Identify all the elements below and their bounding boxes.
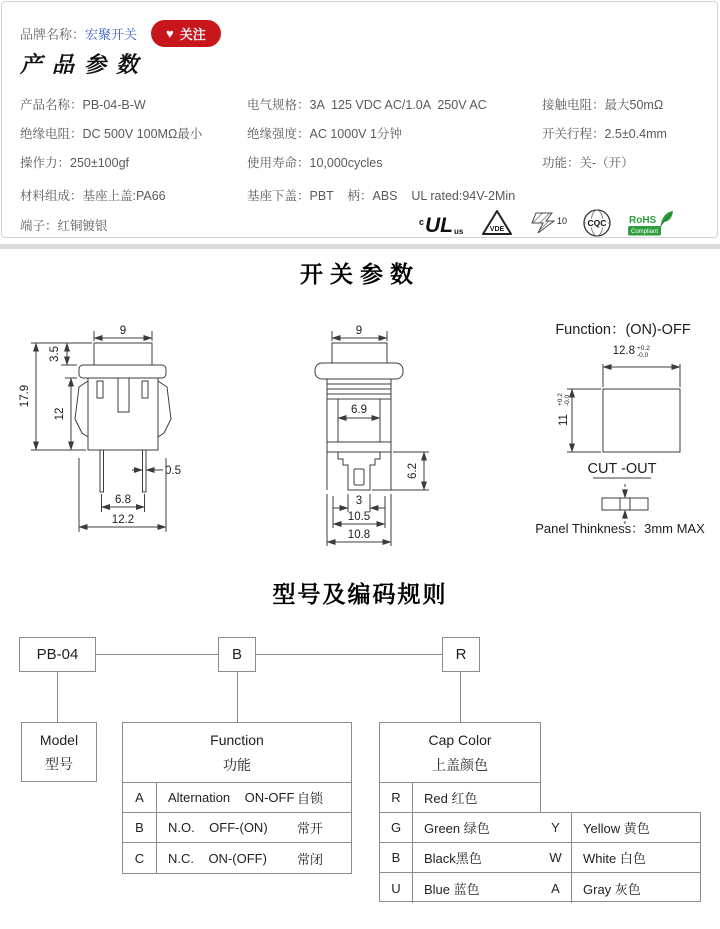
code-box-function-label: B (231, 646, 242, 663)
dim-cap-width: 9 (119, 325, 127, 337)
dim-cutout-width: 12.8 (612, 345, 635, 357)
cap-color-row (380, 873, 540, 903)
function-row (123, 813, 351, 843)
dim-mount-height: 6.2 (407, 463, 419, 479)
cap-color-row (380, 813, 540, 843)
connector-line (237, 672, 238, 722)
connector-line (460, 672, 461, 722)
cutout-drawing (525, 312, 715, 540)
cap-color-label: Gray 灰色 (583, 881, 641, 897)
cap-color-code: W (540, 843, 572, 872)
cap-color-row (380, 843, 540, 873)
spec-product-name: 产品名称：PB-04-B-W (20, 98, 146, 112)
dim-cap-width: 9 (355, 325, 363, 337)
cap-color-label: White 白色 (583, 851, 646, 866)
spec-dielectric: 绝缘强度：AC 1000V 1分钟 (247, 127, 402, 141)
svg-text:CQC: CQC (587, 218, 607, 228)
dim-cutout-width-tol-plus: +0.2 (637, 345, 650, 352)
brand-label: 品牌名称： (20, 26, 86, 42)
product-params-section (1, 1, 718, 238)
ul-icon (418, 208, 468, 238)
function-label: Function：(ON)-OFF (555, 322, 691, 338)
function-code: A (123, 783, 157, 812)
cap-color-code: B (380, 843, 413, 872)
dim-cutout-height-tol-minus: -0.0 (564, 394, 571, 406)
brand-bar (20, 22, 207, 44)
follow-button[interactable] (151, 20, 221, 47)
cap-color-code: G (380, 813, 413, 842)
dim-cutout-width-tol-minus: -0.0 (637, 352, 649, 359)
cap-color-code: Y (540, 813, 572, 842)
cap-color-row (540, 843, 700, 873)
cap-color-label: Black黑色 (424, 851, 482, 866)
cap-color-header (380, 723, 540, 783)
code-box-model (19, 637, 96, 672)
function-zh: 常闭 (297, 851, 324, 867)
product-params-title: 产品参数 (20, 52, 149, 78)
cap-color-table-extension (540, 812, 701, 902)
dim-pin-pitch: 6.8 (115, 494, 131, 506)
spec-material-2: 基座下盖：PBT 柄：ABS UL rated:94V-2Min (247, 189, 516, 203)
svg-text:c: c (419, 217, 425, 227)
function-table-header (123, 723, 351, 783)
model-box-zh: 型号 (45, 756, 73, 772)
dim-base-width: 10.8 (347, 529, 371, 541)
spec-travel: 开关行程：2.5±0.4mm (542, 127, 667, 141)
cap-color-label: Green 绿色 (424, 821, 490, 836)
function-code: C (123, 843, 157, 873)
dim-total-height: 17.9 (19, 384, 31, 408)
cap-color-code: A (540, 873, 572, 903)
function-desc: N.C. ON-(OFF) (168, 850, 267, 866)
spec-row (2, 186, 719, 204)
function-zh: 常开 (297, 821, 324, 836)
dim-cap-height: 3.5 (49, 346, 61, 362)
brand-link[interactable]: 宏聚开关 (85, 26, 138, 42)
model-box (21, 722, 97, 782)
spec-function: 功能：关-（开） (542, 156, 634, 170)
cap-color-code: U (380, 873, 413, 903)
follow-button-label: 关注 (179, 26, 206, 42)
spec-electrical: 电气规格：3A 125 VDC AC/1.0A 250V AC (247, 98, 487, 112)
model-box-en: Model (39, 731, 79, 748)
certification-icons (416, 207, 674, 239)
cqc-icon (581, 208, 613, 238)
svg-text:10: 10 (557, 216, 568, 226)
spec-insulation-res: 绝缘电阻：DC 500V 100MΩ最小 (20, 127, 203, 141)
spec-lifetime: 使用寿命：10,000cycles (247, 156, 383, 170)
code-box-color-label: R (455, 646, 467, 663)
dim-cutout-height-tol-plus: +0.2 (557, 393, 564, 406)
code-box-model-label: PB-04 (36, 646, 79, 663)
side-view-drawing (285, 318, 480, 550)
svg-text:RoHS: RoHS (629, 215, 657, 226)
code-box-function (218, 637, 256, 672)
function-code: B (123, 813, 157, 842)
cap-color-header-zh: 上盖颜色 (432, 756, 488, 773)
cap-color-label: Blue 蓝色 (424, 881, 480, 897)
function-zh: 自锁 (297, 791, 324, 806)
dim-base-width: 12.2 (111, 514, 135, 526)
spec-row (2, 153, 719, 171)
cap-color-row (540, 873, 700, 903)
svg-text:VDE: VDE (489, 226, 505, 233)
svg-text:Compliant: Compliant (630, 229, 659, 235)
dim-body-height: 12 (54, 407, 66, 421)
function-desc: Alternation ON-OFF (168, 790, 295, 805)
cap-color-row (540, 813, 700, 843)
panel-thickness-note: Panel Thinkness：3mm MAX (535, 521, 705, 536)
connector-line (256, 654, 442, 655)
spec-operating-force: 操作力：250±100gf (20, 156, 129, 170)
dim-inner-width: 6.9 (351, 404, 367, 416)
function-header-en: Function (210, 732, 264, 748)
heart-icon: ♥ (166, 25, 174, 41)
enec-10-icon (526, 208, 568, 238)
spec-material: 材料组成：基座上盖:PA66 (20, 189, 166, 203)
section-divider (0, 244, 720, 249)
spec-contact-res: 接触电阻：最大50mΩ (542, 98, 664, 112)
cap-color-label: Red 红色 (424, 791, 478, 806)
dim-pin-width: 0.5 (165, 465, 181, 477)
dim-tab-width: 3 (355, 495, 363, 507)
connector-line (57, 672, 58, 722)
dim-cutout-height: 11 (558, 414, 570, 426)
cap-color-header-en: Cap Color (428, 732, 492, 748)
svg-text:UL: UL (425, 214, 453, 237)
connector-line (96, 654, 218, 655)
coding-rules-title: 型号及编码规则 (272, 581, 448, 607)
front-view-drawing (5, 318, 255, 546)
function-row (123, 783, 351, 813)
svg-text:us: us (454, 227, 464, 236)
code-box-color (442, 637, 480, 672)
switch-params-title: 开关参数 (300, 261, 420, 287)
cutout-label: CUT -OUT (587, 461, 657, 477)
function-header-zh: 功能 (223, 756, 251, 773)
spec-row (2, 95, 719, 113)
function-row (123, 843, 351, 873)
cap-color-row (380, 783, 540, 813)
dim-step-width: 10.5 (347, 511, 371, 523)
cap-color-label: Yellow 黄色 (583, 821, 650, 836)
vde-icon (481, 208, 513, 238)
function-table (122, 722, 352, 874)
spec-row (2, 124, 719, 142)
cap-color-table (379, 722, 541, 902)
function-desc: N.O. OFF-(ON) (168, 820, 268, 835)
cap-color-code: R (380, 783, 413, 812)
spec-terminal: 端子：红铜镀银 (20, 219, 108, 233)
rohs-icon (626, 208, 674, 238)
